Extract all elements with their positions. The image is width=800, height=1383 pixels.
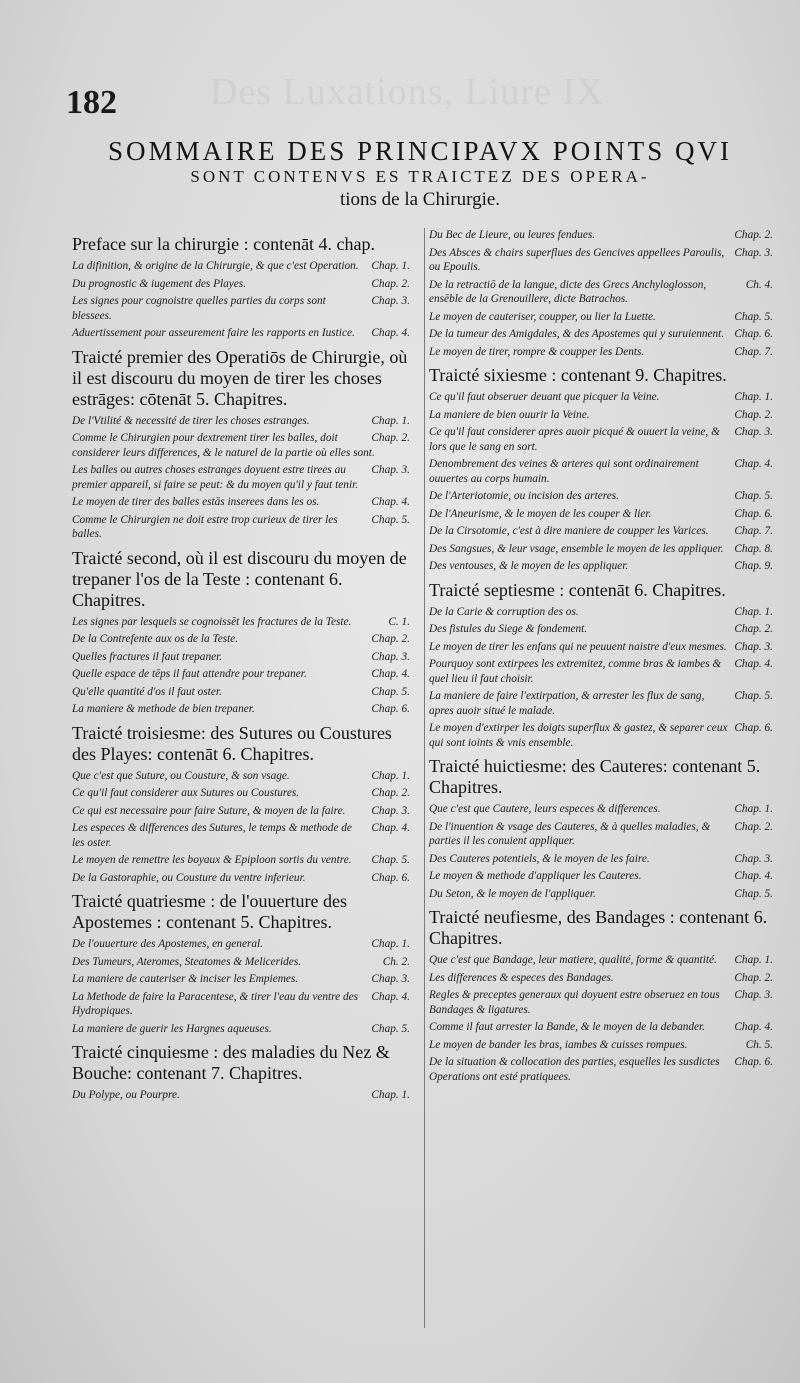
- toc-entry: [72, 955, 410, 970]
- toc-entry: [429, 657, 773, 686]
- entry-text: De l'ouuerture des Apostemes, en general.: [72, 938, 263, 950]
- toc-entry: [429, 278, 773, 307]
- chapter-ref: Chap. 5.: [734, 310, 773, 323]
- toc-entry: [429, 228, 773, 243]
- toc-entry: [429, 1020, 773, 1035]
- chapter-ref: Chap. 1.: [371, 769, 410, 782]
- chapter-ref: Chap. 6.: [371, 703, 410, 715]
- chapter-ref: Chap. 4.: [734, 658, 773, 670]
- entry-text: Qu'elle quantité d'os il faut oster.: [72, 685, 222, 698]
- chapter-ref: Chap. 6.: [734, 1056, 773, 1068]
- chapter-ref: Chap. 4.: [371, 668, 410, 680]
- toc-entry: [72, 277, 410, 292]
- chapter-ref: Chap. 4.: [734, 458, 773, 470]
- entry-text: Le moyen de remettre les boyaux & Epiploon sortis du ventre.: [72, 854, 352, 866]
- entry-text: De la Carie & corruption des os.: [429, 605, 579, 618]
- chapter-ref: Chap. 1.: [734, 803, 773, 815]
- chapter-ref: Ch. 5.: [745, 1038, 773, 1051]
- entry-text: De la Gastoraphie, ou Cousture du ventre inferieur.: [72, 871, 306, 884]
- toc-entry: [72, 1088, 410, 1103]
- entry-text: Du Bec de Lieure, ou leures fendues.: [429, 229, 596, 241]
- toc-entry: [72, 937, 410, 952]
- toc-entry: [429, 345, 773, 360]
- entry-text: Les signes par lesquels se cognoissēt les fractures de la Teste.: [72, 615, 352, 628]
- entry-text: Comme le Chirurgien ne doit estre trop curieux de tirer les balles.: [72, 513, 338, 540]
- page-number: 182: [66, 84, 117, 121]
- entry-text: Que c'est que Suture, ou Cousture, & son vsage.: [72, 769, 290, 782]
- chapter-ref: Chap. 5.: [371, 1022, 410, 1035]
- entry-text: Quelles fractures il faut trepaner.: [72, 650, 223, 663]
- entry-text: Les differences & especes des Bandages.: [429, 971, 614, 984]
- chapter-ref: Chap. 3.: [734, 426, 773, 438]
- toc-entry: [72, 804, 410, 819]
- toc-entry: [72, 972, 410, 987]
- entry-text: Les balles ou autres choses estranges doyuent estre tirees au premier appareil, si faire se peut: & du moyen qu'il y faut tenir.: [72, 464, 359, 491]
- entry-text: Le moyen de bander les bras, iambes & cuisses rompues.: [429, 1038, 688, 1051]
- chapter-ref: Chap. 6.: [734, 722, 773, 734]
- entry-text: Denombrement des veines & arteres qui sont ordinairement ouuertes au corps humain.: [429, 458, 699, 485]
- chapter-ref: C. 1.: [388, 615, 410, 628]
- chapter-ref: Ch. 2.: [382, 955, 410, 968]
- chapter-ref: Chap. 4.: [371, 327, 410, 339]
- chapter-ref: Chap. 4.: [734, 1021, 773, 1033]
- toc-entry: [72, 650, 410, 665]
- bleed-through-text: Des Luxations, Liure IX: [210, 71, 605, 113]
- entry-text: La maniere de faire l'extirpation, & arrester les flux de sang, apres auoir situé le malade.: [429, 690, 705, 717]
- title-line-2: SONT CONTENVS ES TRAICTEZ DES OPERA-: [190, 167, 650, 186]
- chapter-ref: Chap. 2.: [371, 432, 410, 444]
- chapter-ref: Chap. 3.: [371, 804, 410, 817]
- entry-text: Du Seton, & le moyen de l'appliquer.: [429, 887, 596, 900]
- left-column: [72, 228, 410, 1106]
- chapter-ref: Chap. 2.: [371, 277, 410, 290]
- chapter-ref: Chap. 5.: [371, 685, 410, 698]
- chapter-ref: Chap. 6.: [734, 507, 773, 520]
- entry-text: Le moyen de cauteriser, coupper, ou lier la Luette.: [429, 310, 656, 323]
- entry-text: Pourquoy sont extirpees les extremitez, comme bras & iambes & quel lieu il faut choisir.: [429, 658, 722, 685]
- toc-entry: [429, 820, 773, 849]
- toc-entry: [429, 869, 773, 884]
- chapter-ref: Chap. 8.: [734, 542, 773, 555]
- chapter-ref: Chap. 2.: [371, 787, 410, 799]
- chapter-ref: Chap. 7.: [734, 345, 773, 358]
- entry-text: Que c'est que Cautere, leurs especes & differences.: [429, 803, 661, 815]
- entry-text: Ce qui est necessaire pour faire Suture, & moyen de la faire.: [72, 804, 346, 817]
- section-heading: Traicté premier des Operatiōs de Chirurgie, où il est discouru du moyen de tirer les choses estrāges: cōtenāt 5. Chapitres.: [72, 346, 408, 409]
- entry-text: Des Absces & chairs superflues des Gencives appellees Paroulis, ou Epoulis.: [429, 246, 725, 273]
- chapter-ref: Chap. 3.: [371, 464, 410, 476]
- section-heading: Preface sur la chirurgie : contenāt 4. chap.: [72, 234, 376, 254]
- toc-entry: [429, 988, 773, 1017]
- entry-text: Des Tumeurs, Ateromes, Steatomes & Melicerides.: [72, 955, 302, 968]
- chapter-ref: Chap. 1.: [371, 938, 410, 950]
- section-heading: Traicté cinquiesme : des maladies du Nez & Bouche: contenant 7. Chapitres.: [72, 1042, 390, 1083]
- entry-text: De l'Arteriotomie, ou incision des arteres.: [429, 490, 619, 502]
- entry-text: Aduertissement pour asseurement faire les rapports en Iustice.: [72, 327, 355, 339]
- chapter-ref: Chap. 5.: [371, 854, 410, 866]
- section-heading: Traicté second, où il est discouru du moyen de trepaner l'os de la Teste : contenant 6. Chapitres.: [72, 547, 407, 610]
- toc-entry: [72, 259, 410, 274]
- entry-text: La maniere de bien ouurir la Veine.: [429, 408, 590, 421]
- toc-entry: [429, 310, 773, 325]
- entry-text: Ce qu'il faut obseruer deuant que picquer la Veine.: [429, 391, 660, 403]
- toc-entry: [72, 414, 410, 429]
- toc-entry: [429, 559, 773, 574]
- chapter-ref: Chap. 5.: [734, 887, 773, 900]
- toc-entry: [429, 327, 773, 342]
- toc-entry: [429, 689, 773, 718]
- toc-entry: [429, 489, 773, 504]
- entry-text: Comme le Chirurgien pour dextrement tirer les balles, doit considerer leurs differences, & le naturel de la partie où elles sont.: [72, 432, 375, 459]
- chapter-ref: Chap. 3.: [371, 973, 410, 985]
- chapter-ref: Chap. 3.: [734, 852, 773, 865]
- entry-text: La maniere & methode de bien trepaner.: [72, 703, 255, 715]
- chapter-ref: Chap. 2.: [734, 408, 773, 421]
- chapter-ref: Chap. 6.: [371, 871, 410, 884]
- toc-entry: [72, 853, 410, 868]
- chapter-ref: Chap. 2.: [734, 229, 773, 241]
- entry-text: De l'Vtilité & necessité de tirer les choses estranges.: [72, 414, 310, 427]
- chapter-ref: Chap. 3.: [734, 640, 773, 653]
- toc-entry: [72, 769, 410, 784]
- toc-entry: [429, 1055, 773, 1084]
- entry-text: De l'inuention & vsage des Cauteres, & à quelles maladies, & parties il les conuient appliquer.: [429, 820, 711, 847]
- entry-text: Ce qu'il faut considerer apres auoir picqué & ouuert la veine, & lors que le sang en sort.: [429, 426, 720, 453]
- chapter-ref: Chap. 3.: [371, 295, 410, 307]
- entry-text: La Methode de faire la Paracentese, & tirer l'eau du ventre des Hydropiques.: [72, 990, 359, 1017]
- toc-entry: [72, 513, 410, 542]
- chapter-ref: Chap. 1.: [371, 1089, 410, 1101]
- toc-entry: [429, 390, 773, 405]
- section-heading: Traicté troisiesme: des Sutures ou Coustures des Playes: contenāt 6. Chapitres.: [72, 722, 392, 764]
- chapter-ref: Ch. 4.: [745, 278, 773, 291]
- toc-entry: [72, 702, 410, 717]
- toc-entry: [72, 821, 410, 850]
- toc-entry: [429, 622, 773, 637]
- toc-entry: [429, 1038, 773, 1053]
- toc-entry: [429, 408, 773, 423]
- chapter-ref: Chap. 4.: [371, 822, 410, 834]
- toc-entry: [72, 632, 410, 647]
- chapter-ref: Chap. 4.: [371, 496, 410, 508]
- entry-text: Comme il faut arrester la Bande, & le moyen de la debander.: [429, 1021, 705, 1033]
- entry-text: De la retractiō de la langue, dicte des Grecs Anchyloglosson, ensēble de la Grenouillere, dicte Batrachos.: [429, 278, 707, 305]
- toc-entry: [429, 524, 773, 539]
- toc-entry: [72, 667, 410, 682]
- title-line-3: tions de la Chirurgie.: [339, 189, 501, 210]
- section-heading: Traicté huictiesme: des Cauteres: contenant 5. Chapitres.: [429, 756, 761, 797]
- toc-entry: [72, 326, 410, 341]
- toc-entry: [72, 990, 410, 1019]
- chapter-ref: Chap. 9.: [734, 560, 773, 572]
- toc-entry: [72, 431, 410, 460]
- toc-entry: [72, 294, 410, 323]
- toc-entry: [429, 457, 773, 486]
- entry-text: De l'Aneurisme, & le moyen de les couper & lier.: [429, 507, 652, 520]
- chapter-ref: Chap. 5.: [371, 513, 410, 526]
- entry-text: De la Cirsotomie, c'est à dire maniere de coupper les Varices.: [429, 525, 709, 537]
- chapter-ref: Chap. 1.: [734, 954, 773, 966]
- entry-text: Les signes pour cognoistre quelles parties du corps sont blessees.: [72, 295, 326, 322]
- entry-text: La maniere de cauteriser & inciser les Empiemes.: [72, 973, 299, 985]
- right-column: [424, 228, 773, 1328]
- section-heading: Traicté quatriesme : de l'ouuerture des Apostemes : contenant 5. Chapitres.: [72, 891, 347, 932]
- chapter-ref: Chap. 5.: [734, 490, 773, 502]
- entry-text: Que c'est que Bandage, leur matiere, qualité, forme & quantité.: [429, 954, 717, 966]
- entry-text: La maniere de guerir les Hargnes aqueuses.: [72, 1022, 272, 1035]
- entry-text: La difinition, & origine de la Chirurgie, & que c'est Operation.: [72, 260, 359, 272]
- toc-entry: [429, 852, 773, 867]
- toc-entry: [429, 246, 773, 275]
- chapter-ref: Chap. 4.: [734, 870, 773, 882]
- chapter-ref: Chap. 5.: [734, 690, 773, 702]
- toc-entry: [72, 495, 410, 510]
- chapter-ref: Chap. 7.: [734, 525, 773, 537]
- entry-text: Le moyen de tirer, rompre & coupper les Dents.: [429, 345, 645, 358]
- entry-text: Regles & preceptes generaux qui doyuent estre obseruez en tous Bandages & ligatures.: [429, 989, 720, 1016]
- toc-entry: [429, 507, 773, 522]
- entry-text: Ce qu'il faut considerer aux Sutures ou Coustures.: [72, 787, 300, 799]
- chapter-ref: Chap. 3.: [734, 246, 773, 259]
- chapter-ref: Chap. 4.: [371, 990, 410, 1003]
- chapter-ref: Chap. 1.: [734, 391, 773, 403]
- entry-text: De la tumeur des Amigdales, & des Apostemes qui y suruiennent.: [429, 328, 725, 340]
- entry-text: De la situation & collocation des parties, esquelles les susdictes Operations ont esté pratiquees.: [429, 1056, 720, 1083]
- toc-entry: [72, 786, 410, 801]
- section-heading: Traicté neufiesme, des Bandages : contenant 6. Chapitres.: [429, 907, 768, 948]
- chapter-ref: Chap. 1.: [371, 414, 410, 427]
- toc-entry: [72, 871, 410, 886]
- title-line-1: SOMMAIRE DES PRINCIPAVX POINTS QVI: [107, 136, 733, 166]
- chapter-ref: Chap. 6.: [734, 328, 773, 340]
- toc-entry: [72, 1022, 410, 1037]
- entry-text: Le moyen de tirer les enfans qui ne peuuent naistre d'eux mesmes.: [429, 640, 727, 653]
- toc-entry: [429, 542, 773, 557]
- entry-text: Des fistules du Siege & fondement.: [429, 623, 588, 635]
- chapter-ref: Chap. 3.: [734, 989, 773, 1001]
- entry-text: Le moyen & methode d'appliquer les Cauteres.: [429, 870, 642, 882]
- toc-entry: [429, 721, 773, 750]
- toc-entry: [429, 802, 773, 817]
- entry-text: Du Polype, ou Pourpre.: [72, 1089, 180, 1101]
- entry-text: Du prognostic & iugement des Playes.: [72, 277, 247, 290]
- entry-text: Le moyen de tirer des balles estās inserees dans les os.: [72, 496, 320, 508]
- chapter-ref: Chap. 2.: [734, 623, 773, 635]
- chapter-ref: Chap. 2.: [734, 971, 773, 984]
- chapter-ref: Chap. 1.: [734, 605, 773, 618]
- entry-text: Des Sangsues, & leur vsage, ensemble le moyen de les appliquer.: [429, 542, 724, 555]
- chapter-ref: Chap. 2.: [371, 633, 410, 645]
- section-heading: Traicté sixiesme : contenant 9. Chapitres.: [429, 365, 727, 385]
- chapter-ref: Chap. 2.: [734, 820, 773, 833]
- toc-entry: [429, 971, 773, 986]
- toc-entry: [429, 953, 773, 968]
- chapter-ref: Chap. 1.: [371, 260, 410, 272]
- entry-text: De la Contrefente aux os de la Teste.: [72, 633, 239, 645]
- toc-entry: [429, 425, 773, 454]
- entry-text: Les especes & differences des Sutures, le temps & methode de les oster.: [72, 822, 352, 849]
- toc-entry: [429, 887, 773, 902]
- toc-entry: [429, 605, 773, 620]
- entry-text: Des ventouses, & le moyen de les appliquer.: [429, 560, 629, 572]
- toc-entry: [72, 615, 410, 630]
- toc-entry: [72, 685, 410, 700]
- summary-title: [70, 136, 770, 212]
- section-heading: Traicté septiesme : contenāt 6. Chapitres.: [429, 579, 726, 600]
- entry-text: Le moyen d'extirper les doigts superflux & gastez, & separer ceux qui sont ioints & vnis ensemble.: [429, 722, 728, 749]
- entry-text: Quelle espace de tēps il faut attendre pour trepaner.: [72, 668, 307, 680]
- toc-entry: [72, 463, 410, 492]
- toc-entry: [429, 640, 773, 655]
- chapter-ref: Chap. 3.: [371, 650, 410, 663]
- entry-text: Des Cauteres potentiels, & le moyen de les faire.: [429, 852, 650, 865]
